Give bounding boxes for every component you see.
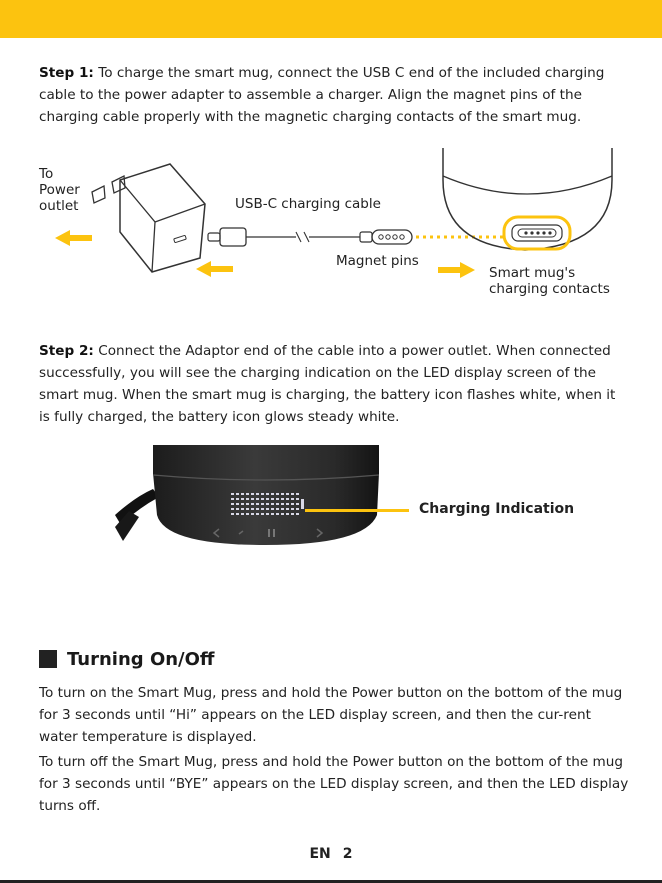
charging-indication-callout-line <box>305 509 409 512</box>
section-title: Turning On/Off <box>67 648 215 670</box>
step-2-paragraph <box>39 340 629 428</box>
usb-c-cable-label: USB-C charging cable <box>235 196 381 212</box>
arrow-left-cable <box>196 261 233 277</box>
arrow-right-contacts <box>438 262 475 278</box>
footer-language: EN <box>309 846 331 862</box>
mug-charging-photo <box>115 445 380 545</box>
turn-off-paragraph: To turn off the Smart Mug, press and hold the Power button on the bottom of the mug for 3 seconds until “BYE” appears on the LED display screen, and then the LED display turns off. <box>39 754 629 814</box>
charging-diagram <box>0 140 662 315</box>
charging-contacts-label <box>489 265 610 297</box>
step-2-label: Step 2: <box>39 343 94 359</box>
step-1-paragraph <box>39 62 629 128</box>
step-2-text: Connect the Adaptor end of the cable into a power outlet. When connected successfully, you will see the charging indication on the LED display screen of the smart mug. When the smart mug is charging, the battery icon flashes white, when it is fully charged, the battery icon glows steady white. <box>39 343 616 425</box>
to-power-outlet-label <box>39 166 80 214</box>
arrow-to-outlet <box>55 230 92 246</box>
charging-indication-label: Charging Indication <box>419 501 575 517</box>
to-power-outlet-line-2: Power <box>39 182 80 198</box>
step-1-text: To charge the smart mug, connect the USB C end of the included charging cable to the power adapter to assemble a charger. Align the magnet pins of the charging cable properly with the magnetic charging contacts of the smart mug. <box>39 65 605 125</box>
power-adapter-illustration <box>92 164 205 272</box>
turn-on-paragraph: To turn on the Smart Mug, press and hold the Power button on the bottom of the mug for 3 seconds until “Hi” appears on the LED display screen, and then the cur-rent water temperature is displayed. <box>39 685 623 745</box>
step-1-label: Step 1: <box>39 65 94 81</box>
to-power-outlet-line-1: To <box>39 166 54 182</box>
usb-c-cable-illustration <box>208 228 412 246</box>
mug-charging-photo-art <box>115 445 380 545</box>
top-color-band <box>0 0 662 38</box>
magnet-pins-label: Magnet pins <box>336 253 419 269</box>
charging-contacts-line-2: charging contacts <box>489 281 610 297</box>
section-heading <box>39 647 215 671</box>
charging-contacts-line-1: Smart mug's <box>489 265 576 281</box>
mug-base-illustration <box>443 148 612 250</box>
footer-page-number: 2 <box>342 846 353 862</box>
to-power-outlet-line-3: outlet <box>39 198 79 214</box>
page-footer <box>0 846 662 862</box>
heading-square-icon <box>39 650 57 668</box>
